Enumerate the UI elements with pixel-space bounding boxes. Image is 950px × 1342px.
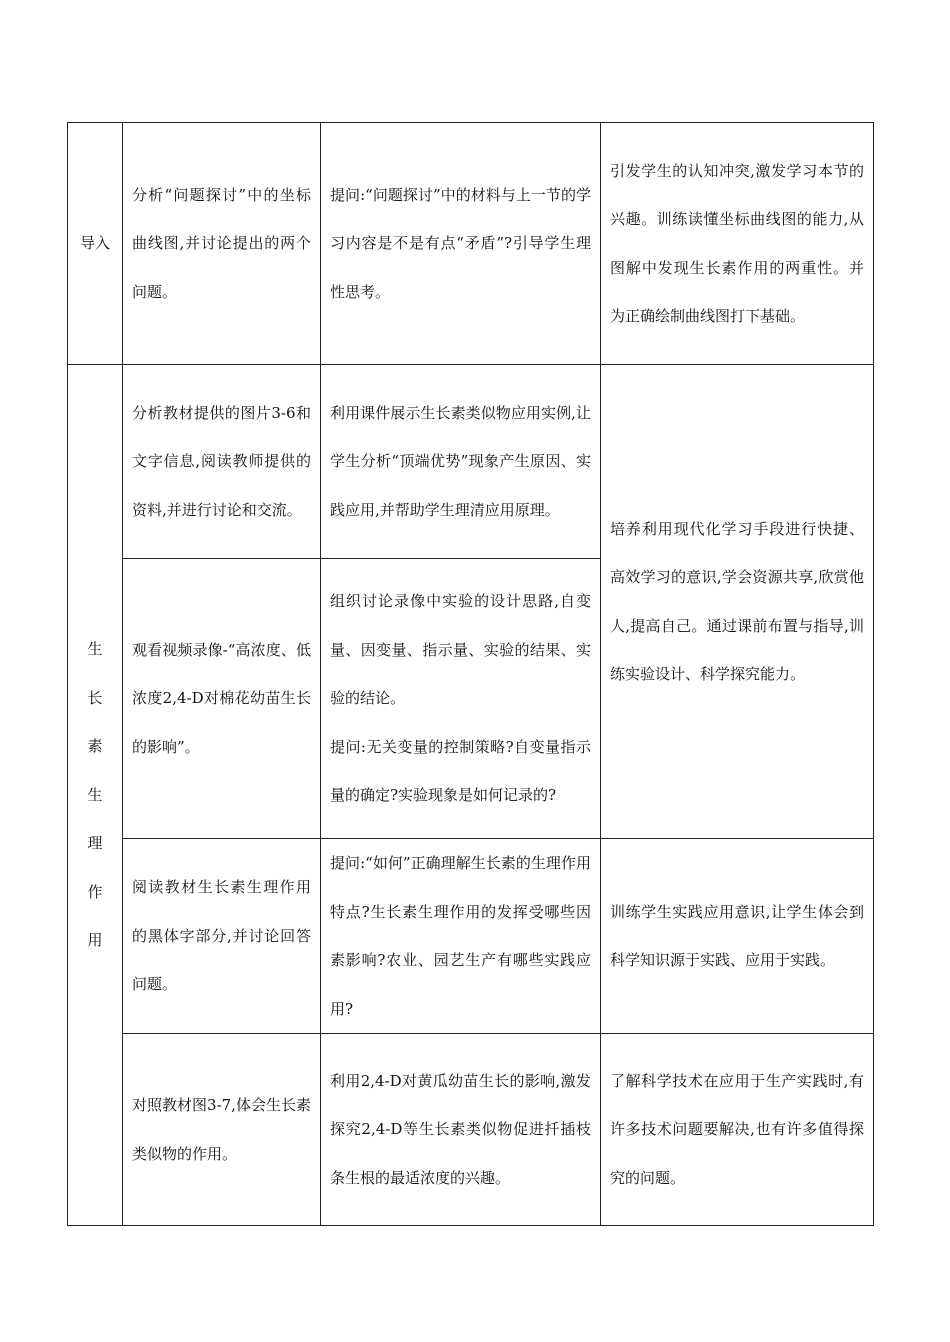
table-row [68, 839, 874, 1034]
design-intent-cell [601, 123, 874, 365]
stage-char: 素 [87, 737, 103, 756]
student-activity-text: 对照教材图3-7,体会生长素类似物的作用。 [132, 1096, 311, 1163]
stage-char: 生 [87, 640, 103, 659]
teacher-activity-cell [321, 123, 601, 365]
design-intent-text: 训练学生实践应用意识,让学生体会到科学知识源于实践、应用于实践。 [610, 902, 864, 969]
teacher-activity-text: 提问:“如何”正确理解生长素的生理作用特点?生长素生理作用的发挥受哪些因素影响?农业、园艺生产有哪些实践应用? [330, 854, 591, 1018]
teacher-activity-text: 组织讨论录像中实验的设计思路,自变量、因变量、指示量、实验的结果、实验的结论。 [330, 592, 591, 708]
teacher-activity-text: 利用课件展示生长素类似物应用实例,让学生分析“顶端优势”现象产生原因、实践应用,并帮助学生理清应用原理。 [330, 403, 591, 519]
stage-cell-intro [68, 123, 123, 365]
student-activity-text: 分析“问题探讨”中的坐标曲线图,并讨论提出的两个问题。 [132, 185, 311, 301]
student-activity-cell [123, 365, 321, 559]
teacher-activity-text: 利用2,4-D对黄瓜幼苗生长的影响,激发探究2,4-D等生长素类似物促进扦插枝条生根的最适浓度的兴趣。 [330, 1071, 591, 1187]
stage-char: 用 [87, 931, 103, 950]
lesson-plan-table [67, 122, 874, 1226]
design-intent-text: 了解科学技术在应用于生产实践时,有许多技术问题要解决,也有许多值得探究的问题。 [610, 1071, 864, 1187]
student-activity-text: 分析教材提供的图片3-6和文字信息,阅读教师提供的资料,并进行讨论和交流。 [132, 403, 311, 519]
student-activity-cell [123, 839, 321, 1034]
teacher-activity-cell [321, 559, 601, 839]
stage-char: 理 [87, 834, 103, 853]
student-activity-cell [123, 1034, 321, 1226]
design-intent-cell [601, 1034, 874, 1226]
design-intent-text: 引发学生的认知冲突,激发学习本节的兴趣。训练读懂坐标曲线图的能力,从图解中发现生长素作用的两重性。并为正确绘制曲线图打下基础。 [610, 161, 864, 325]
stage-label: 导入 [79, 234, 110, 253]
design-intent-cell [601, 839, 874, 1034]
teacher-activity-cell [321, 1034, 601, 1226]
stage-char: 作 [87, 882, 103, 901]
table-row [68, 123, 874, 365]
student-activity-cell [123, 123, 321, 365]
student-activity-text: 观看视频录像-“高浓度、低浓度2,4-D对棉花幼苗生长的影响”。 [132, 640, 311, 756]
student-activity-text: 阅读教材生长素生理作用的黑体字部分,并讨论回答问题。 [132, 878, 311, 994]
table-row [68, 365, 874, 559]
table-row [68, 1034, 874, 1226]
stage-cell-physiology [68, 365, 123, 1226]
student-activity-cell [123, 559, 321, 839]
teacher-activity-cell [321, 839, 601, 1034]
stage-char: 长 [87, 688, 103, 707]
design-intent-text: 培养利用现代化学习手段进行快捷、高效学习的意识,学会资源共享,欣赏他人,提高自己。通过课前布置与指导,训练实验设计、科学探究能力。 [610, 519, 864, 683]
stage-char: 生 [87, 785, 103, 804]
design-intent-cell-shared [601, 365, 874, 839]
teacher-activity-cell [321, 365, 601, 559]
teacher-question-text: 提问:无关变量的控制策略?自变量指示量的确定?实验现象是如何记录的? [330, 737, 591, 805]
teacher-activity-text: 提问:“问题探讨”中的材料与上一节的学习内容是不是有点“矛盾”?引导学生理性思考。 [330, 185, 591, 301]
